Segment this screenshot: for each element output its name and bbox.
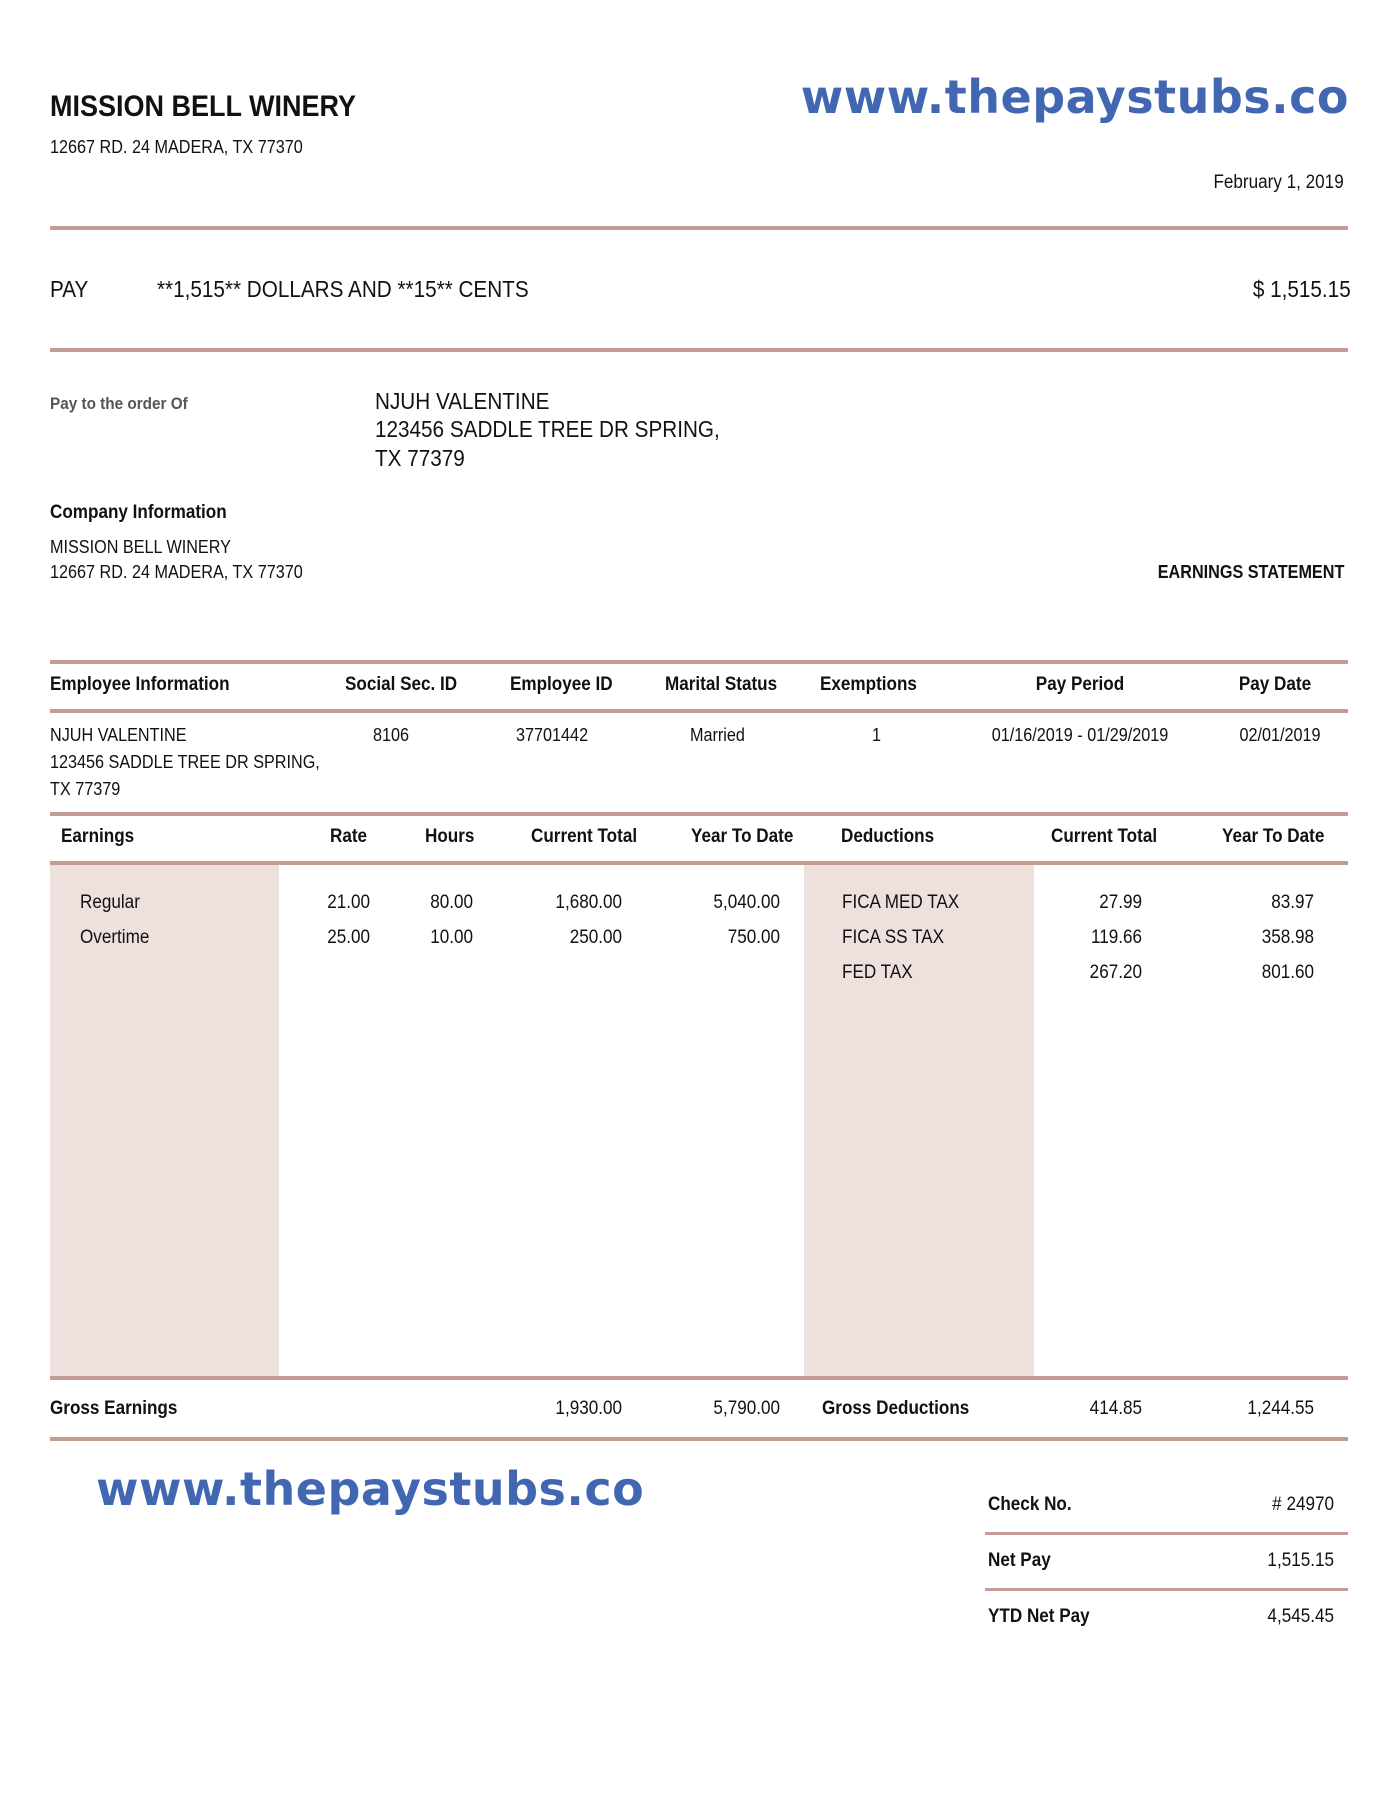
employee-exemptions: 1 <box>872 725 882 745</box>
divider <box>50 1376 1348 1380</box>
header-earnings-ytd: Year To Date <box>691 826 794 847</box>
pay-to-label: Pay to the order Of <box>50 394 188 413</box>
divider <box>50 660 1348 664</box>
earnings-row-name: Overtime <box>80 927 150 948</box>
check-no-value: # 24970 <box>1272 1494 1334 1515</box>
pay-label: PAY <box>50 276 89 302</box>
employee-pay-period: 01/16/2019 - 01/29/2019 <box>991 725 1169 745</box>
payee-address-line2: TX 77379 <box>375 445 465 471</box>
company-info-heading: Company Information <box>50 502 227 523</box>
deduction-row-ytd: 801.60 <box>1261 962 1314 983</box>
watermark-bottom: www.thepaystubs.co <box>96 1462 645 1516</box>
gross-deductions-current: 414.85 <box>1089 1398 1142 1419</box>
earnings-row-rate: 21.00 <box>327 892 370 913</box>
net-pay-value: 1,515.15 <box>1267 1550 1334 1571</box>
earnings-row-hours: 10.00 <box>430 927 473 948</box>
header-social-sec-id: Social Sec. ID <box>345 674 458 695</box>
employee-address-line1: 123456 SADDLE TREE DR SPRING, <box>50 752 320 772</box>
header-hours: Hours <box>425 826 475 847</box>
gross-earnings-label: Gross Earnings <box>50 1398 178 1419</box>
gross-earnings-ytd: 5,790.00 <box>713 1398 780 1419</box>
header-pay-date: Pay Date <box>1238 674 1312 695</box>
gross-deductions-ytd: 1,244.55 <box>1247 1398 1314 1419</box>
divider <box>985 1588 1348 1591</box>
divider <box>985 1532 1348 1535</box>
earnings-row-hours: 80.00 <box>430 892 473 913</box>
payee-address-line1: 123456 SADDLE TREE DR SPRING, <box>375 416 720 442</box>
deduction-row-ytd: 358.98 <box>1261 927 1314 948</box>
header-exemptions: Exemptions <box>820 674 917 695</box>
earnings-row-ytd: 5,040.00 <box>713 892 780 913</box>
pay-amount-words: **1,515** DOLLARS AND **15** CENTS <box>157 276 529 302</box>
deduction-row-current: 27.99 <box>1099 892 1142 913</box>
earnings-row-current: 1,680.00 <box>555 892 622 913</box>
company-info-address: 12667 RD. 24 MADERA, TX 77370 <box>50 562 303 582</box>
header-deductions: Deductions <box>841 826 935 847</box>
ytd-net-pay-label: YTD Net Pay <box>988 1606 1090 1627</box>
header-earnings: Earnings <box>61 826 135 847</box>
ytd-net-pay-value: 4,545.45 <box>1267 1606 1334 1627</box>
employee-name: NJUH VALENTINE <box>50 725 187 745</box>
header-employee-id: Employee ID <box>510 674 613 695</box>
deduction-row-current: 267.20 <box>1089 962 1142 983</box>
header-marital-status: Marital Status <box>665 674 778 695</box>
deduction-row-name: FED TAX <box>842 962 913 983</box>
employee-marital-status: Married <box>690 725 745 745</box>
divider <box>50 709 1348 713</box>
header-rate: Rate <box>330 826 368 847</box>
company-name: MISSION BELL WINERY <box>50 90 357 123</box>
divider <box>50 226 1348 230</box>
deduction-row-name: FICA MED TAX <box>842 892 960 913</box>
earnings-row-current: 250.00 <box>569 927 622 948</box>
gross-earnings-current: 1,930.00 <box>555 1398 622 1419</box>
employee-pay-date: 02/01/2019 <box>1239 725 1321 745</box>
payee-name: NJUH VALENTINE <box>375 388 550 414</box>
earnings-statement-title: EARNINGS STATEMENT <box>1157 562 1344 582</box>
check-no-label: Check No. <box>988 1494 1072 1515</box>
watermark-top: www.thepaystubs.co <box>800 70 1349 124</box>
deduction-row-current: 119.66 <box>1090 927 1142 948</box>
pay-amount: $ 1,515.15 <box>1253 276 1351 302</box>
earnings-row-rate: 25.00 <box>327 927 370 948</box>
divider <box>50 348 1348 352</box>
employee-address-line2: TX 77379 <box>50 779 121 799</box>
employee-id: 37701442 <box>516 725 589 745</box>
divider <box>50 812 1348 816</box>
company-address: 12667 RD. 24 MADERA, TX 77370 <box>50 137 303 157</box>
header-pay-period: Pay Period <box>1035 674 1125 695</box>
earnings-row-name: Regular <box>80 892 140 913</box>
header-deductions-current-total: Current Total <box>1051 826 1158 847</box>
deduction-row-ytd: 83.97 <box>1271 892 1314 913</box>
company-info-name: MISSION BELL WINERY <box>50 537 231 557</box>
header-employee-information: Employee Information <box>50 674 230 695</box>
employee-ssn: 8106 <box>373 725 410 745</box>
statement-date: February 1, 2019 <box>1213 172 1344 193</box>
header-deductions-ytd: Year To Date <box>1222 826 1325 847</box>
deduction-row-name: FICA SS TAX <box>842 927 945 948</box>
earnings-row-ytd: 750.00 <box>727 927 780 948</box>
header-earnings-current-total: Current Total <box>531 826 638 847</box>
divider <box>50 1437 1348 1441</box>
net-pay-label: Net Pay <box>988 1550 1051 1571</box>
gross-deductions-label: Gross Deductions <box>822 1398 970 1419</box>
